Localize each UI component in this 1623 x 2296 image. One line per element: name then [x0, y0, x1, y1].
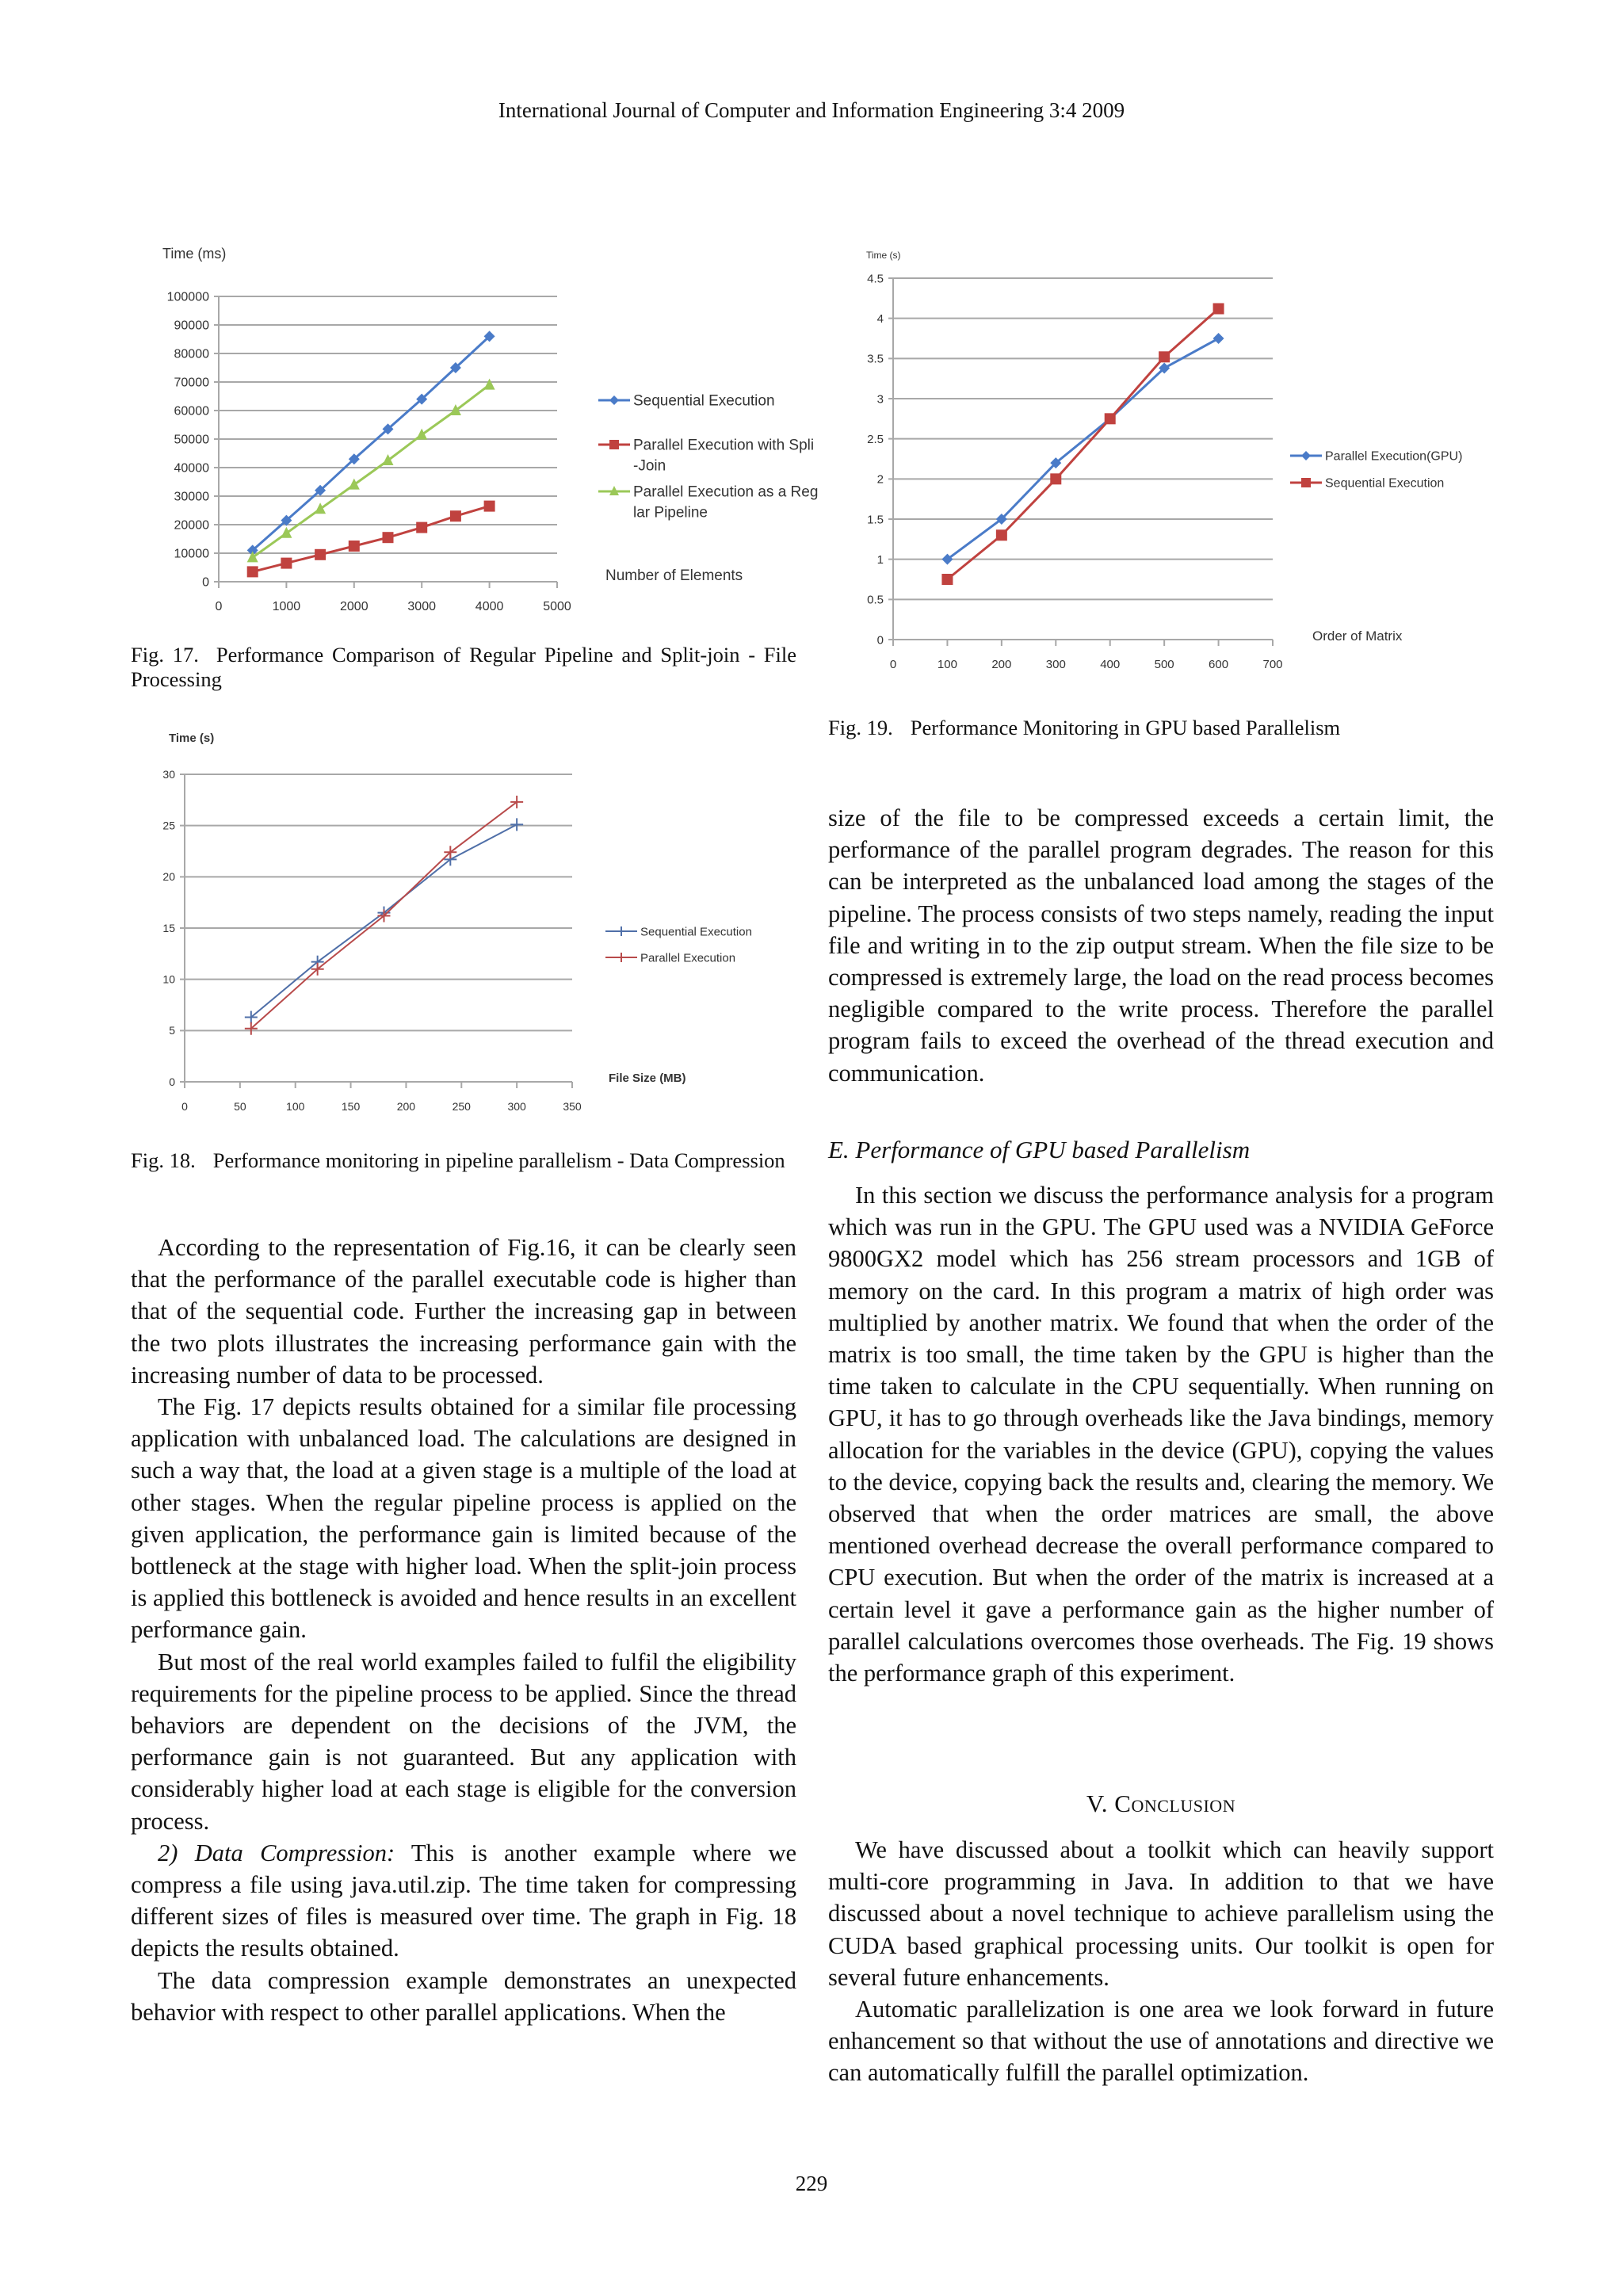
- y-axis-title: Time (s): [866, 250, 901, 261]
- square-marker: [609, 440, 619, 449]
- x-tick-label: 500: [1154, 658, 1174, 671]
- x-tick-label: 0: [181, 1100, 188, 1113]
- fig19-caption-text: Performance Monitoring in GPU based Parallelism: [910, 716, 1341, 739]
- fig18-caption: [131, 1148, 796, 1173]
- y-tick-label: 90000: [174, 319, 209, 333]
- x-axis-title: Number of Elements: [605, 567, 743, 584]
- legend-label: Parallel Execution(GPU): [1325, 449, 1463, 464]
- y-tick-label: 1.5: [867, 513, 884, 527]
- running-header: International Journal of Computer and Information Engineering 3:4 2009: [498, 98, 1125, 122]
- x-tick-label: 3000: [407, 600, 436, 613]
- y-tick-label: 70000: [174, 376, 209, 390]
- square-marker: [450, 510, 461, 521]
- paragraph-text: This is another example where we compress a file using java.util.zip. The time taken for compressing different sizes of files is measured over time. The graph in Fig. 18 depicts the results obtained.: [131, 1839, 797, 1962]
- y-tick-label: 40000: [174, 461, 209, 476]
- x-axis-title: File Size (MB): [609, 1072, 686, 1085]
- paragraph: The data compression example demonstrates an unexpected behavior with respect to other parallel applications. When the: [131, 1966, 796, 2026]
- section-heading-conclusion: V. Conclusion: [1086, 1790, 1236, 1817]
- legend-label: Sequential Execution: [640, 925, 752, 939]
- square-marker: [1301, 478, 1311, 487]
- y-tick-label: 3: [876, 392, 884, 407]
- diamond-marker: [1301, 451, 1311, 460]
- x-axis-title: Order of Matrix: [1312, 628, 1403, 644]
- y-tick-label: 10: [162, 972, 175, 986]
- left-column-text: [131, 1232, 796, 2028]
- series-sequential-execution: [247, 330, 495, 556]
- x-tick-label: 2000: [340, 600, 369, 613]
- x-tick-label: 4000: [475, 600, 504, 613]
- paragraph: According to the representation of Fig.16, it can be clearly seen that the performance of the parallel executable code is higher than that of the sequential code. Further the increasing gap in between the two plots illustrates the increasing performance gain with the increasing number of data to be processed.: [131, 1234, 796, 1389]
- square-marker: [1159, 351, 1170, 362]
- y-tick-label: 2.5: [867, 432, 884, 446]
- y-tick-label: 0: [202, 575, 209, 590]
- y-axis-title: Time (s): [169, 732, 215, 745]
- y-tick-label: 20: [162, 870, 175, 884]
- legend-label: Sequential Execution: [633, 392, 775, 410]
- x-tick-label: 200: [396, 1100, 416, 1113]
- chart-fig-17: [162, 246, 818, 613]
- y-tick-label: 4.5: [867, 272, 884, 286]
- fig17-caption-text: Performance Comparison of Regular Pipeline and Split-join - File Processing: [131, 643, 797, 691]
- paragraph: [131, 1837, 796, 1965]
- y-tick-label: 15: [162, 921, 175, 934]
- x-tick-label: 200: [991, 658, 1012, 671]
- square-marker: [383, 532, 394, 543]
- square-marker: [1050, 473, 1061, 484]
- x-tick-label: 300: [507, 1100, 526, 1113]
- y-tick-label: 60000: [174, 404, 209, 418]
- y-tick-label: 0: [169, 1075, 175, 1088]
- paragraph: In this section we discuss the performance analysis for a program which was run in the GPU. The GPU used was a NVIDIA GeForce 9800GX2 model which has 256 stream processors and 1GB of memory on the card. In this program a matrix of high order was multiplied by another matrix. We found that when the order of the matrix is too small, the time taken by the GPU is higher than the time taken to calculate in the CPU sequentially. When running on GPU, it has to go through overheads like the Java bindings, memory allocation for the variables in the device (GPU), copying the values to the device, copying back the results and, clearing the memory. We observed that when the order matrices are small, the above mentioned overhead decrease the overall performance compared to CPU execution. But when the order of the matrix is increased at a certain level it gave a performance gain as the higher number of parallel calculations overcomes those overheads. The Fig. 19 shows the performance graph of this experiment.: [828, 1182, 1494, 1687]
- right-column-text-top: [828, 802, 1494, 1089]
- series-parallel-execution-as-a-regular-pipeline: [247, 379, 495, 563]
- x-tick-label: 1000: [272, 600, 301, 613]
- y-tick-label: 0: [876, 633, 884, 648]
- legend-label: Sequential Execution: [1325, 476, 1445, 491]
- square-marker: [247, 566, 258, 577]
- subsection-heading: 2) Data Compression:: [158, 1839, 395, 1866]
- legend-label-line: Parallel Execution as a Reg: [633, 483, 819, 501]
- triangle-marker: [383, 454, 394, 465]
- series-line: [947, 309, 1218, 579]
- chart-fig-18: [162, 732, 752, 1113]
- triangle-marker: [484, 379, 495, 390]
- chart-fig-19: [866, 250, 1462, 671]
- legend-label: [633, 484, 818, 521]
- triangle-marker: [281, 527, 292, 538]
- section-heading-e: E. Performance of GPU based Parallelism: [828, 1136, 1251, 1163]
- y-tick-label: 20000: [174, 518, 209, 533]
- x-tick-label: 400: [1100, 658, 1121, 671]
- x-tick-label: 150: [341, 1100, 361, 1113]
- y-tick-label: 3.5: [867, 352, 884, 366]
- y-tick-label: 2: [876, 472, 884, 487]
- right-column-text-bottom: [828, 1834, 1494, 2089]
- right-column-text-mid: [828, 1179, 1494, 1689]
- fig19-caption: [828, 716, 1494, 740]
- diamond-marker: [1213, 333, 1224, 344]
- paragraph: The Fig. 17 depicts results obtained for a similar file processing application with unbalanced load. The calculations are designed in such a way that, the load at a given stage is a multiple of the load at other stages. When the regular pipeline process is applied on the given application, the performance gain is limited because of the bottleneck at the stage with higher load. When the split-join process is applied this bottleneck is avoided and hence results in an excellent performance gain.: [131, 1393, 796, 1644]
- series-parallel-execution: [245, 796, 523, 1035]
- y-tick-label: 30: [162, 767, 175, 781]
- y-tick-label: 100000: [166, 290, 209, 304]
- triangle-marker: [416, 429, 427, 440]
- legend-label-line: lar Pipeline: [633, 504, 708, 521]
- diamond-marker: [609, 395, 619, 405]
- square-marker: [315, 549, 326, 560]
- x-tick-label: 100: [286, 1100, 305, 1113]
- x-tick-label: 250: [452, 1100, 471, 1113]
- fig17-caption-label: Fig. 17.: [131, 643, 199, 667]
- series-parallel-execution-with-split-join: [247, 501, 495, 578]
- y-tick-label: 50000: [174, 433, 209, 447]
- y-axis-title: Time (ms): [162, 246, 227, 262]
- square-marker: [484, 501, 495, 512]
- x-tick-label: 0: [889, 658, 897, 671]
- y-tick-label: 30000: [174, 490, 209, 504]
- paragraph: But most of the real world examples failed to fulfil the eligibility requirements for the pipeline process to be applied. Since the thread behaviors are dependent on the decisions of the JVM, the performance gain is not guaranteed. But any application with considerably higher load at each stage is eligible for the conversion process.: [131, 1648, 796, 1835]
- x-tick-label: 700: [1262, 658, 1283, 671]
- legend-label: [633, 437, 814, 475]
- y-tick-label: 5: [169, 1024, 175, 1037]
- x-tick-label: 100: [937, 658, 957, 671]
- square-marker: [416, 522, 427, 533]
- square-marker: [996, 529, 1007, 541]
- legend-label: Parallel Execution: [640, 951, 736, 965]
- x-tick-label: 5000: [543, 600, 571, 613]
- series-sequential-execution: [941, 304, 1224, 585]
- y-tick-label: 4: [876, 311, 884, 326]
- triangle-marker: [315, 502, 326, 514]
- square-marker: [1105, 413, 1116, 424]
- y-tick-label: 0.5: [867, 593, 884, 607]
- x-tick-label: 300: [1045, 658, 1066, 671]
- legend-label-line: -Join: [633, 457, 666, 475]
- paragraph: Automatic parallelization is one area we look forward in future enhancement so that without the use of annotations and directive we can automatically fulfill the parallel optimization.: [828, 1996, 1494, 2087]
- square-marker: [941, 574, 953, 585]
- paragraph: size of the file to be compressed exceeds a certain limit, the performance of the parallel program degrades. The reason for this can be interpreted as the unbalanced load among the stages of the pipeline. The process consists of two steps namely, reading the input file and writing in to the zip output stream. When the file size to be compressed is extremely large, the load on the read process becomes negligible compared to the write process. Therefore the parallel program fails to exceed the overhead of the thread execution and communication.: [828, 804, 1494, 1087]
- fig18-caption-label: Fig. 18.: [131, 1148, 196, 1172]
- page-number: 229: [795, 2172, 828, 2195]
- x-tick-label: 0: [215, 600, 223, 613]
- y-tick-label: 80000: [174, 347, 209, 361]
- y-tick-label: 25: [162, 819, 175, 832]
- fig18-caption-text: Performance monitoring in pipeline parallelism - Data Compression: [212, 1148, 785, 1172]
- square-marker: [281, 558, 292, 569]
- legend-label-line: Parallel Execution with Spli: [633, 437, 815, 454]
- square-marker: [349, 541, 360, 552]
- triangle-marker: [349, 479, 360, 490]
- x-tick-label: 350: [563, 1100, 582, 1113]
- x-tick-label: 600: [1209, 658, 1229, 671]
- x-tick-label: 50: [234, 1100, 246, 1113]
- y-tick-label: 1: [876, 552, 884, 567]
- y-tick-label: 10000: [174, 547, 209, 561]
- fig17-caption: [131, 643, 796, 692]
- square-marker: [1213, 304, 1224, 315]
- fig19-caption-label: Fig. 19.: [828, 716, 893, 739]
- paragraph: We have discussed about a toolkit which can heavily support multi-core programming in Java. In addition to that we have discussed about a novel technique to achieve parallelism using the CUDA based graphical processing units. Our toolkit is open for several future enhancements.: [828, 1836, 1494, 1991]
